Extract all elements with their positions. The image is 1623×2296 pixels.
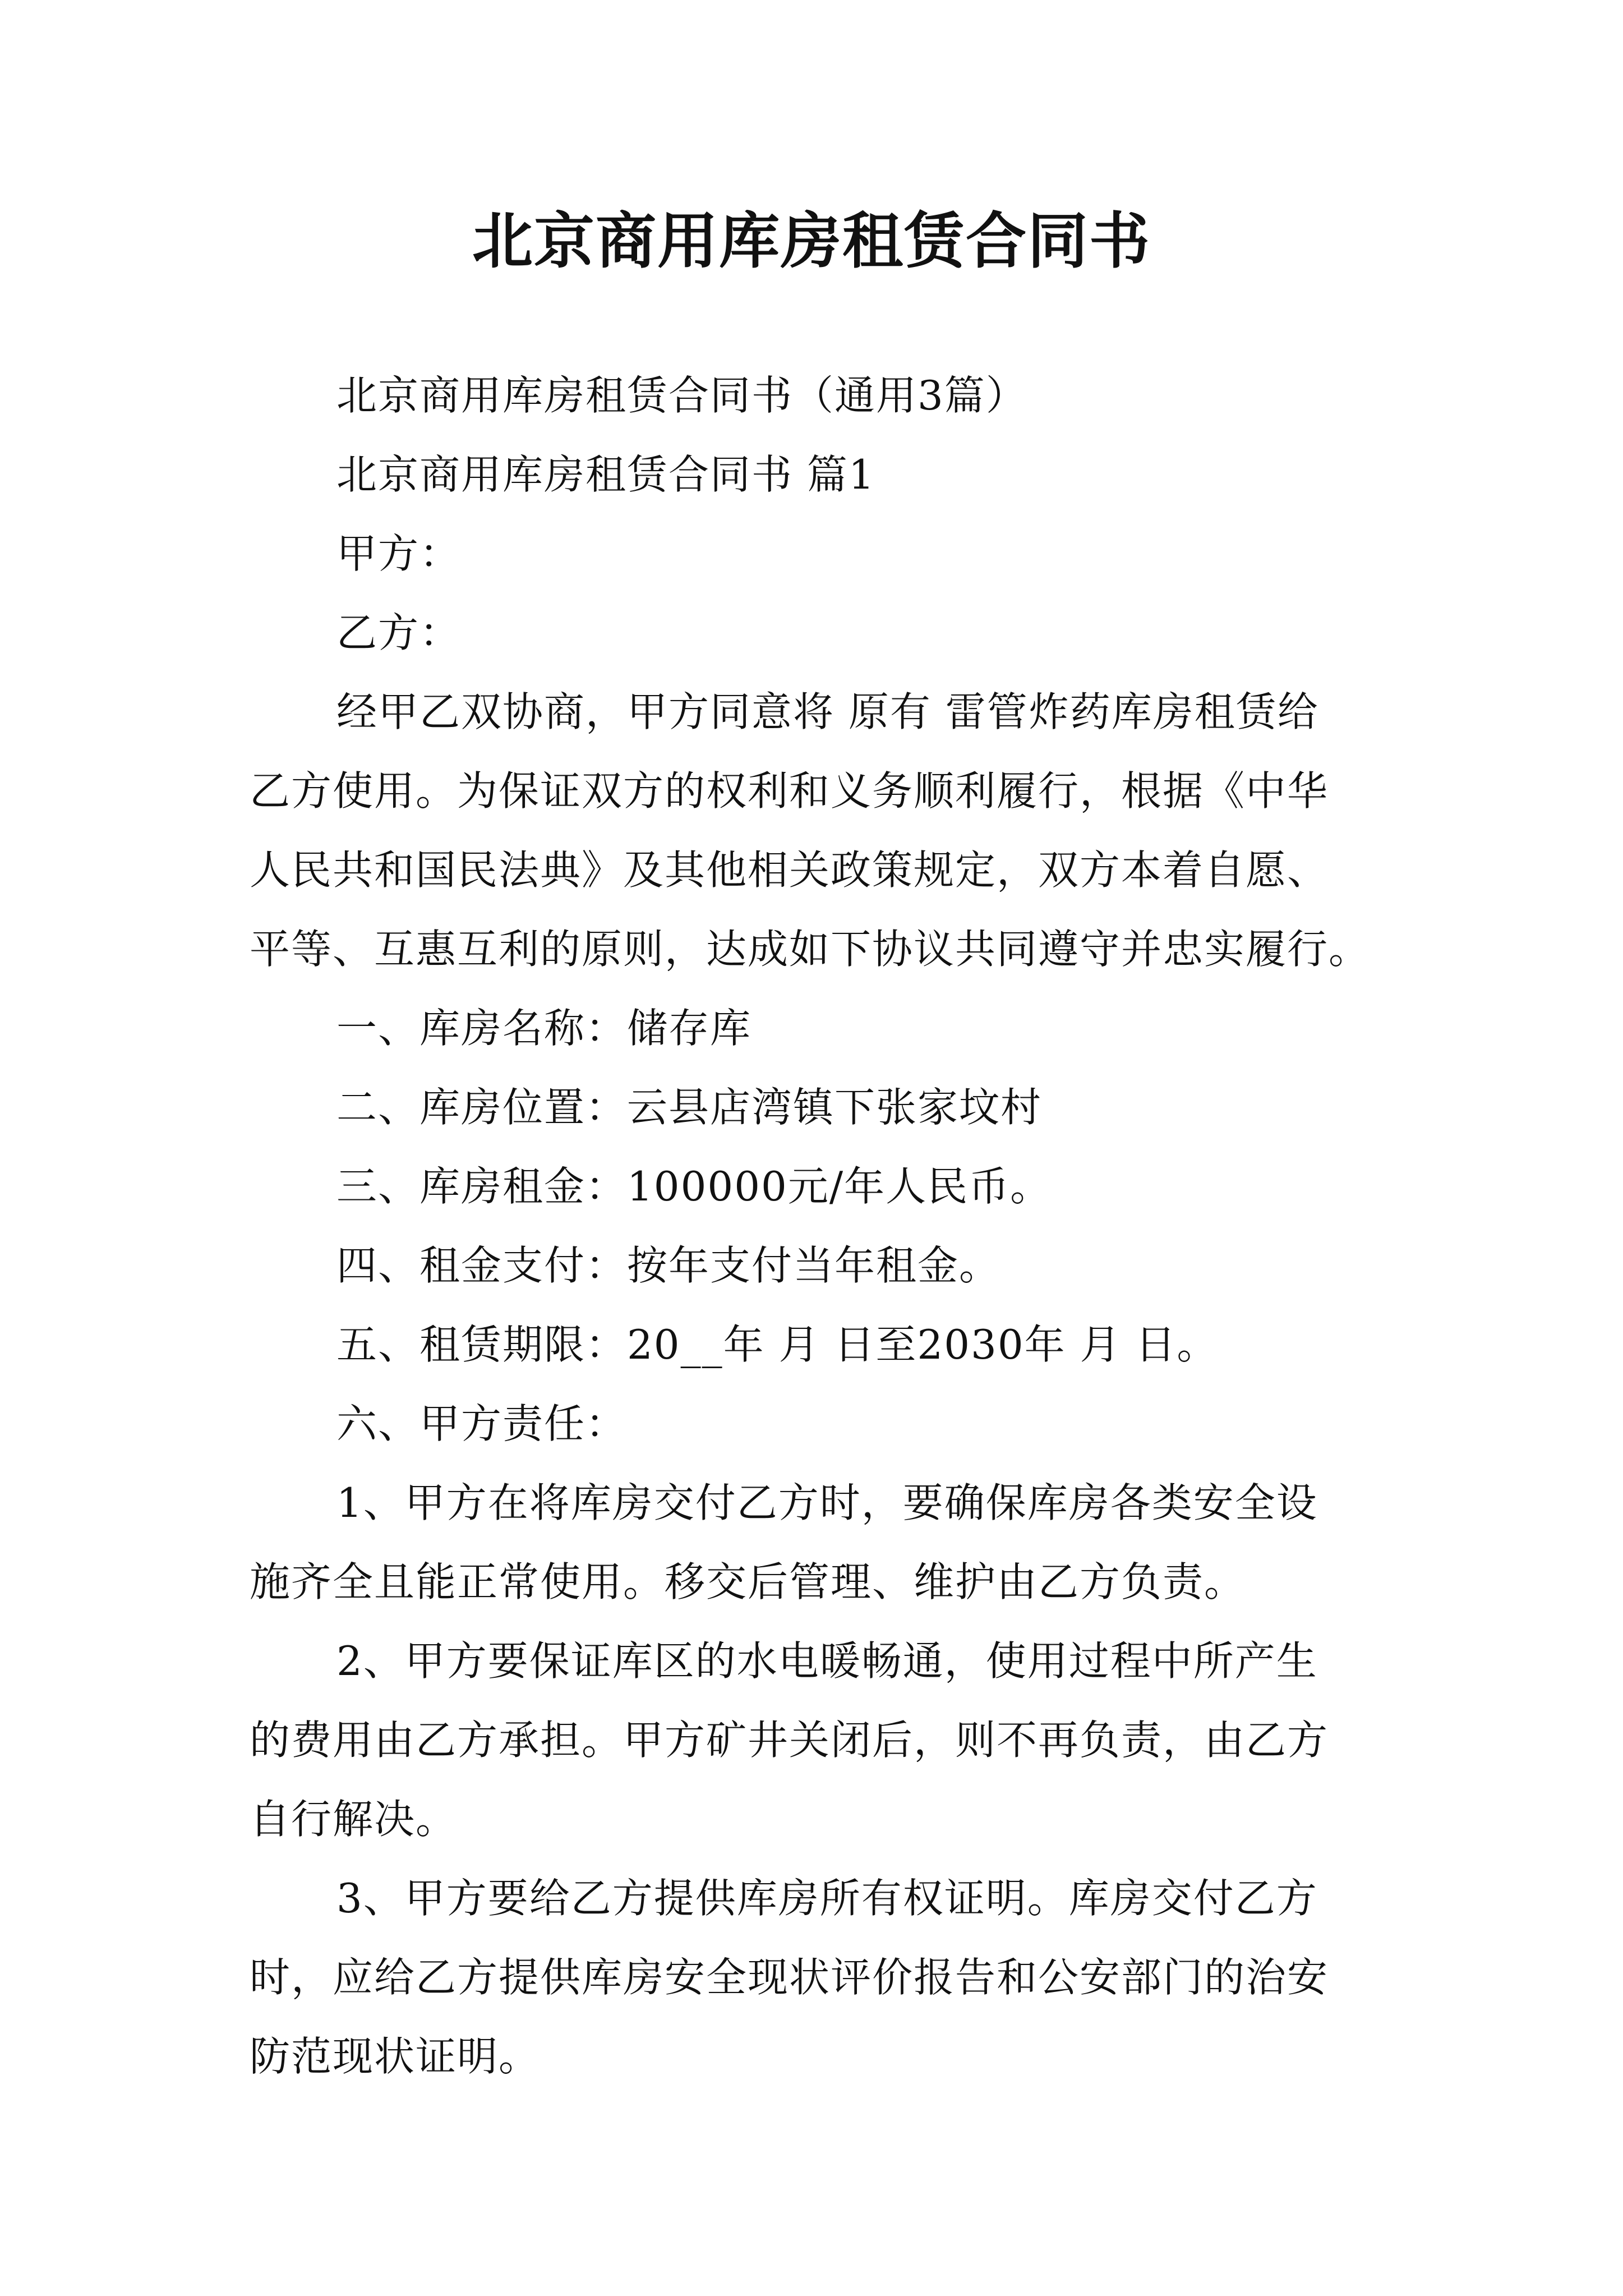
text-line: 自行解决。 [250, 1796, 458, 1843]
text-line: 经甲乙双协商，甲方同意将 原有 雷管炸药库房租赁给 [336, 688, 1319, 735]
party-b-label: 乙方： [336, 609, 462, 656]
document-subtitle: 北京商用库房租赁合同书（通用3篇） [336, 372, 1027, 419]
clause-lease-term: 五、租赁期限：20__年 月 日至2030年 月 日。 [336, 1321, 1219, 1368]
intro-paragraph [250, 687, 1388, 974]
duty-item-2 [250, 1636, 1388, 1844]
document-body [250, 370, 1388, 2110]
clause-warehouse-name: 一、库房名称：储存库 [336, 1005, 752, 1052]
duty-item-3 [250, 1873, 1388, 2082]
clause-warehouse-location: 二、库房位置：云县店湾镇下张家坟村 [336, 1084, 1043, 1131]
clause-party-a-duties: 六、甲方责任： [336, 1400, 628, 1447]
text-line: 时，应给乙方提供库房安全现状评价报告和公安部门的治安 [250, 1954, 1329, 2001]
document-title: 北京商用库房租赁合同书 [472, 206, 1151, 277]
text-line: 平等、互惠互利的原则，达成如下协议共同遵守并忠实履行。 [250, 926, 1371, 973]
text-line: 的费用由乙方承担。甲方矿井关闭后，则不再负责，由乙方 [250, 1717, 1329, 1764]
clause-payment: 四、租金支付：按年支付当年租金。 [336, 1242, 1001, 1289]
clause-rent: 三、库房租金：100000元/年人民币。 [336, 1163, 1052, 1210]
text-line: 乙方使用。为保证双方的权利和义务顺利履行，根据《中华 [250, 767, 1329, 815]
duty-item-1 [250, 1478, 1388, 1607]
text-line: 3、甲方要给乙方提供库房所有权证明。库房交付乙方 [336, 1875, 1318, 1922]
text-line: 1、甲方在将库房交付乙方时，要确保库房各类安全设 [336, 1479, 1318, 1526]
text-line: 防范现状证明。 [250, 2033, 541, 2080]
text-line: 人民共和国民法典》及其他相关政策规定，双方本着自愿、 [250, 846, 1329, 894]
party-a-label: 甲方： [336, 530, 462, 577]
section-heading: 北京商用库房租赁合同书 篇1 [336, 451, 875, 498]
text-line: 2、甲方要保证库区的水电暖畅通，使用过程中所产生 [336, 1637, 1318, 1685]
text-line: 施齐全且能正常使用。移交后管理、维护由乙方负责。 [250, 1558, 1246, 1605]
